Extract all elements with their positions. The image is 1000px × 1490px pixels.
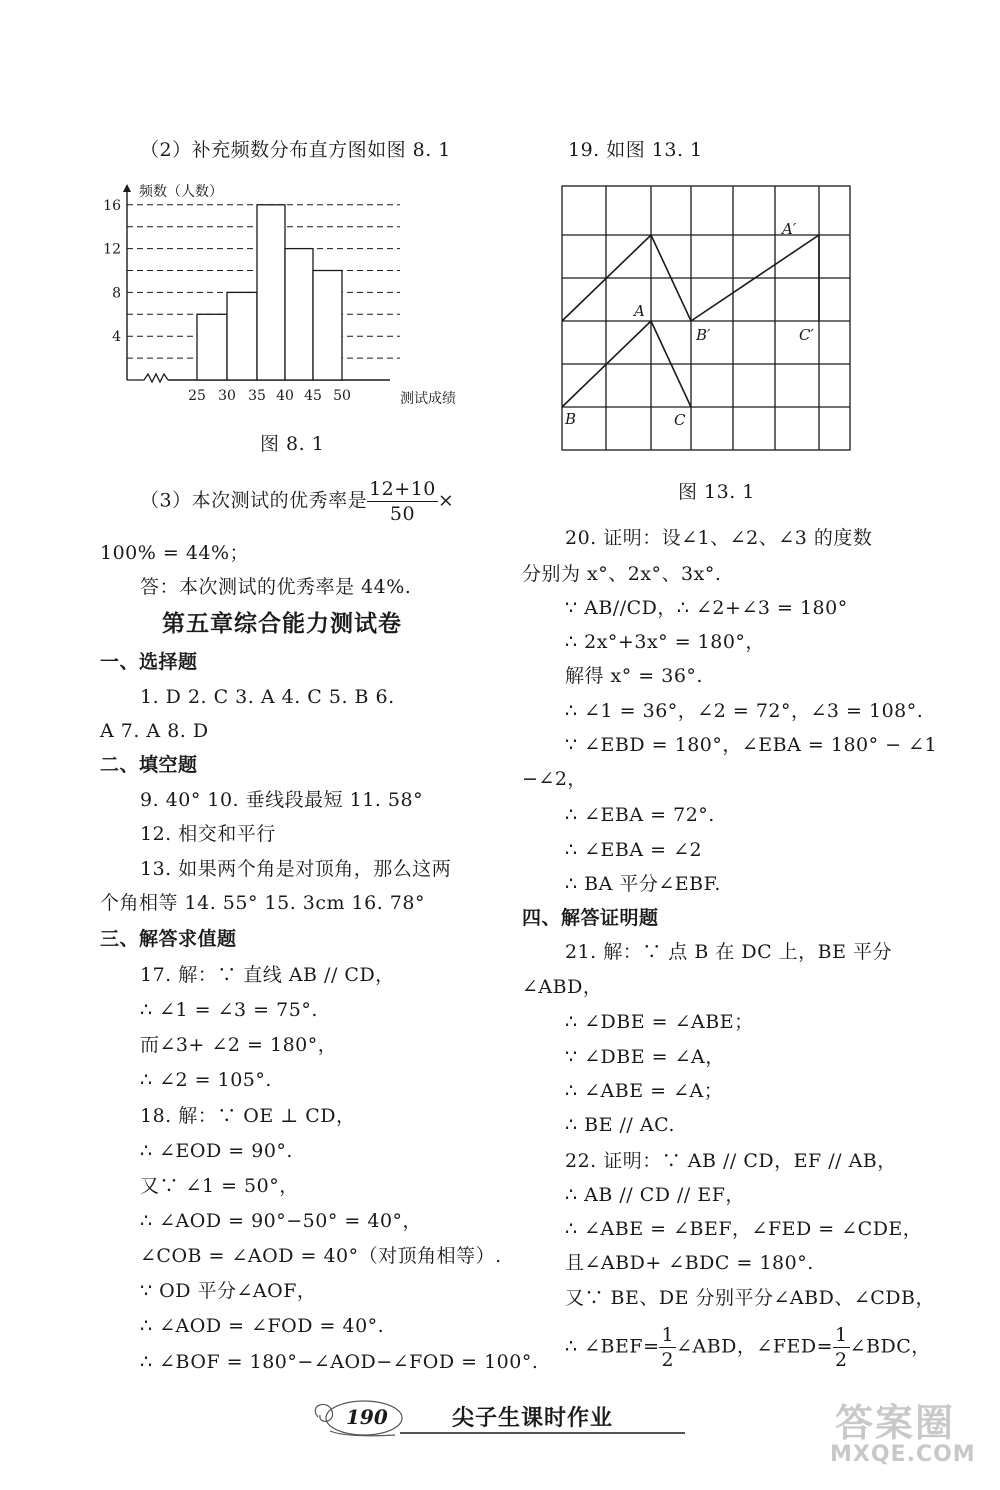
- solution-line: 17. 解：∵ 直线 AB // CD，: [140, 964, 395, 986]
- proof20-line: ∴ BA 平分∠EBF.: [565, 873, 721, 895]
- proof21-line: ∴ ∠ABE = ∠A；: [565, 1080, 724, 1102]
- histogram-bar: [313, 271, 342, 381]
- solution-line: ∴ ∠1 = ∠3 = 75°.: [140, 999, 318, 1021]
- footer-title: 尖子生课时作业: [452, 1406, 614, 1431]
- swirl-ornament: [315, 1404, 332, 1421]
- y-tick-label: 8: [112, 285, 121, 302]
- histogram-bar: [285, 249, 313, 380]
- choice-answers-line1: 1. D 2. C 3. A 4. C 5. B 6.: [140, 686, 395, 708]
- half-fraction: [659, 1324, 676, 1371]
- solution-line: 18. 解：∵ OE ⊥ CD，: [140, 1105, 356, 1127]
- proof22-line: ∴ ∠ABE = ∠BEF，∠FED = ∠CDE，: [565, 1218, 923, 1240]
- section-fill-heading: 二、填空题: [100, 754, 198, 776]
- proof22-line: ∴ AB // CD // EF，: [565, 1184, 745, 1206]
- proof20-line: 20. 证明：设∠1、∠2、∠3 的度数: [565, 527, 873, 549]
- proof20-line: ∴ 2x°+3x° = 180°，: [565, 631, 765, 653]
- half-numerator: 1: [661, 1324, 675, 1346]
- solution-line: 而∠3+ ∠2 = 180°，: [140, 1034, 338, 1056]
- proof22-last-c: ∠BDC，: [849, 1335, 931, 1358]
- q2-text: （2）补充频数分布直方图如图 8. 1: [140, 139, 451, 161]
- proof21-line: 21. 解：∵ 点 B 在 DC 上，BE 平分: [565, 941, 893, 963]
- x-tick-label: 35: [248, 388, 266, 404]
- solution-line: ∴ ∠BOF = 180°−∠AOD−∠FOD = 100°.: [140, 1351, 539, 1373]
- watermark-logo: 答案圈: [835, 1401, 956, 1445]
- histogram-bar: [227, 292, 257, 380]
- half-fraction: [833, 1324, 850, 1371]
- y-axis-label: 频数（人数）: [139, 184, 223, 200]
- fill-answers-line2: 12. 相交和平行: [140, 823, 276, 845]
- proof21-line: ∴ ∠DBE = ∠ABE；: [565, 1011, 754, 1033]
- half-numerator: 1: [835, 1324, 848, 1346]
- q3-numerator: 12+10: [369, 478, 436, 500]
- section-choice-heading: 一、选择题: [100, 651, 198, 673]
- fig131-caption: 图 13. 1: [678, 481, 755, 503]
- q3-fraction: [367, 478, 438, 525]
- label-b-prime: B′: [696, 326, 711, 344]
- section-solve-heading: 三、解答求值题: [100, 928, 237, 950]
- chapter-title: 第五章综合能力测试卷: [162, 611, 402, 637]
- x-tick-label: 25: [188, 388, 206, 404]
- q3-answer: 答：本次测试的优秀率是 44%.: [140, 576, 412, 598]
- label-c: C: [674, 411, 686, 429]
- solution-line: ∴ ∠EOD = 90°.: [140, 1140, 293, 1162]
- solution-line: ∠COB = ∠AOD = 40°（对顶角相等）.: [140, 1245, 502, 1267]
- proof20-line: 分别为 x°、2x°、3x°.: [522, 563, 722, 585]
- half-denominator: 2: [835, 1349, 848, 1371]
- y-axis-arrow: [123, 184, 131, 192]
- half-denominator: 2: [661, 1349, 675, 1371]
- solution-line: ∴ ∠AOD = 90°−50° = 40°，: [140, 1210, 423, 1232]
- axis-break-zigzag: [127, 374, 168, 382]
- frequency-histogram: [100, 180, 580, 420]
- page-number: 190: [346, 1405, 388, 1429]
- q3-denominator: 50: [389, 503, 416, 525]
- x-tick-label: 30: [218, 388, 236, 404]
- label-b: B: [565, 410, 577, 428]
- proof21-line: ∵ ∠DBE = ∠A，: [565, 1046, 725, 1068]
- watermark-url: MXQE.COM: [830, 1442, 976, 1467]
- translation-grid-figure: [558, 182, 858, 457]
- q3-times: ×: [437, 489, 455, 512]
- y-tick-label: 4: [112, 329, 121, 346]
- proof20-line: ∵ ∠EBD = 180°，∠EBA = 180° − ∠1: [565, 734, 938, 756]
- proof21-line: ∴ BE // AC.: [565, 1114, 675, 1136]
- q3-line2: 100% = 44%；: [100, 542, 250, 564]
- x-tick-label: 50: [333, 388, 351, 404]
- x-tick-label: 40: [276, 388, 294, 404]
- x-axis-label: 测试成绩: [400, 391, 456, 407]
- label-c-prime: C′: [799, 326, 814, 344]
- proof20-line: ∴ ∠EBA = 72°.: [565, 804, 715, 826]
- proof22-line: 又∵ BE、DE 分别平分∠ABD、∠CDB，: [565, 1287, 936, 1309]
- y-tick-label: 16: [103, 197, 121, 214]
- proof20-line: −∠2，: [522, 768, 587, 790]
- proof20-line: 解得 x° = 36°.: [565, 665, 703, 687]
- fill-answers-line1: 9. 40° 10. 垂线段最短 11. 58°: [140, 789, 424, 811]
- proof20-line: ∴ ∠EBA = ∠2: [565, 839, 703, 861]
- q19-text: 19. 如图 13. 1: [568, 139, 703, 161]
- y-tick-label: 12: [103, 241, 121, 258]
- label-a: A: [634, 302, 645, 320]
- section-proof-heading: 四、解答证明题: [522, 907, 659, 929]
- proof22-last-line: [565, 1324, 931, 1371]
- x-tick-label: 45: [304, 388, 322, 404]
- label-a-prime: A′: [782, 220, 797, 238]
- fill-answers-line4: 个角相等 14. 55° 15. 3cm 16. 78°: [100, 892, 425, 914]
- fig81-caption: 图 8. 1: [260, 433, 325, 455]
- fill-answers-line3: 13. 如果两个角是对顶角，那么这两: [140, 858, 452, 880]
- proof22-last-b: ∠ABD，∠FED=: [676, 1335, 834, 1358]
- proof22-line: 22. 证明：∵ AB // CD，EF // AB，: [565, 1150, 897, 1172]
- solution-line: 又∵ ∠1 = 50°，: [140, 1175, 299, 1197]
- proof20-line: ∵ AB//CD，∴ ∠2+∠3 = 180°: [565, 597, 848, 619]
- q3-text: [140, 478, 454, 525]
- choice-answers-line2: A 7. A 8. D: [100, 720, 209, 742]
- histogram-bar: [257, 205, 285, 380]
- proof20-line: ∴ ∠1 = 36°，∠2 = 72°，∠3 = 108°.: [565, 700, 924, 722]
- grid-border: [562, 186, 850, 450]
- solution-line: ∵ OD 平分∠AOF，: [140, 1280, 317, 1302]
- grid-lines: [562, 186, 850, 450]
- proof22-line: 且∠ABD+ ∠BDC = 180°.: [565, 1252, 814, 1274]
- solution-line: ∴ ∠AOD = ∠FOD = 40°.: [140, 1315, 385, 1337]
- proof21-line: ∠ABD，: [522, 976, 603, 998]
- solution-line: ∴ ∠2 = 105°.: [140, 1069, 272, 1091]
- proof22-last-a: ∴ ∠BEF=: [565, 1335, 660, 1358]
- histogram-bar: [197, 314, 227, 380]
- q3-text-before: （3）本次测试的优秀率是: [140, 489, 368, 512]
